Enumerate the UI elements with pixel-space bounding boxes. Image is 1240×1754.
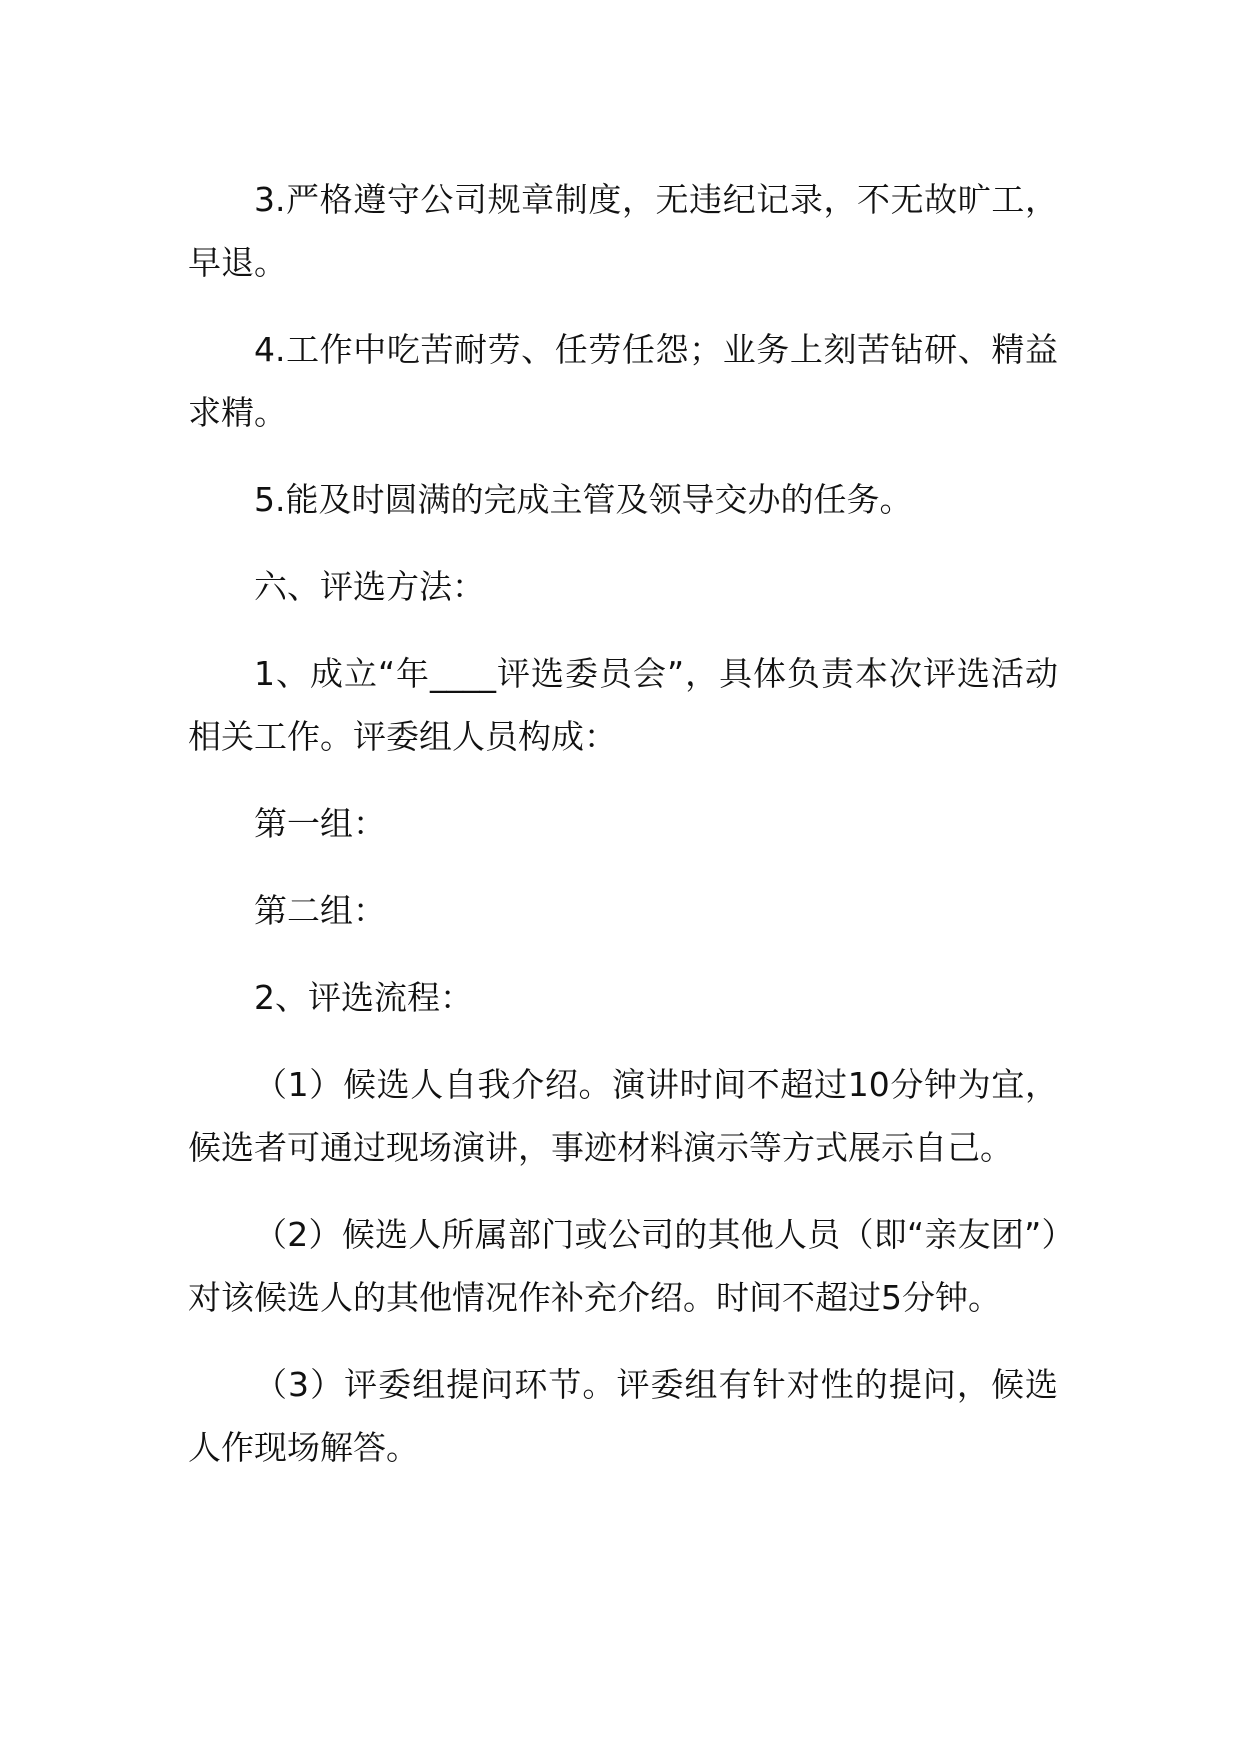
section-heading-selection-method: 六、评选方法： (254, 567, 485, 606)
paragraph-group-two: 第二组： (254, 891, 386, 930)
paragraph-group-one: 第一组： (254, 804, 386, 843)
paragraph-step-3: （3）评委组提问环节。评委组有针对性的提问，候选人作现场解答。 (188, 1365, 1058, 1467)
paragraph-step-1: （1）候选人自我介绍。演讲时间不超过10分钟为宜，候选者可通过现场演讲，事迹材料演示等方式展示自己。 (188, 1065, 1058, 1167)
paragraph-selection-process: 2、评选流程： (254, 978, 473, 1017)
paragraph-rule-5: 5.能及时圆满的完成主管及领导交办的任务。 (254, 480, 913, 519)
document-body (188, 168, 1058, 1503)
paragraph-rule-4: 4.工作中吃苦耐劳、任劳任怨；业务上刻苦钻研、精益求精。 (188, 330, 1058, 432)
paragraph-committee: 1、成立“年____评选委员会”，具体负责本次评选活动相关工作。评委组人员构成： (188, 654, 1058, 756)
paragraph-step-2: （2）候选人所属部门或公司的其他人员（即“亲友团”）对该候选人的其他情况作补充介绍。时间不超过5分钟。 (188, 1215, 1058, 1317)
paragraph-rule-3: 3.严格遵守公司规章制度，无违纪记录，不无故旷工，早退。 (188, 180, 1058, 282)
